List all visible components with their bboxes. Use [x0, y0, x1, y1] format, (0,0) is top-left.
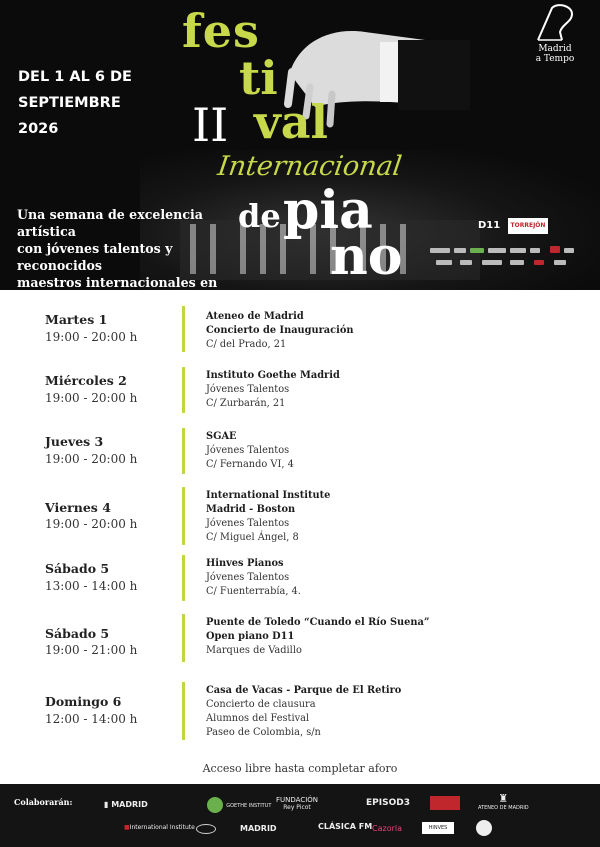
event-details [206, 489, 466, 545]
event-line: Jóvenes Talentos [206, 518, 290, 529]
event-day: Martes 1 [45, 312, 108, 327]
festival-tagline [17, 206, 247, 290]
collaborators-label: Colaborarán: [14, 797, 73, 807]
title-fest: fes [182, 4, 260, 58]
event-line: Madrid - Boston [206, 504, 296, 515]
event-time: 19:00 - 20:00 h [45, 452, 138, 466]
ii-icon: ■ [124, 824, 130, 831]
brand-line-1: Madrid [538, 44, 572, 54]
madrid-crest-icon: ▮ [104, 800, 112, 809]
cazorla-logo: Cazorla [372, 824, 402, 833]
madrid-a-tempo-logo [522, 4, 588, 64]
dates-line-3: 2026 [18, 121, 59, 137]
event-line: C/ Miguel Ángel, 8 [206, 532, 299, 543]
brand-line-2: a Tempo [535, 54, 575, 64]
event-day: Jueves 3 [45, 434, 104, 449]
title-de: de [238, 197, 281, 235]
piano-silhouette-icon [532, 4, 578, 44]
goethe-logo-text: GOETHE INSTITUT [226, 803, 272, 809]
event-line: Paseo de Colombia, s/n [206, 727, 321, 738]
event-line: Ateneo de Madrid [206, 311, 304, 322]
event-line: Jóvenes Talentos [206, 445, 290, 456]
event-line: C/ Fuenterrabía, 4. [206, 586, 301, 597]
hinves-logo: HINVES [422, 822, 454, 834]
event-details [206, 616, 506, 658]
event-divider [182, 428, 185, 474]
event-day: Sábado 5 [45, 626, 110, 641]
event-line: C/ Zurbarán, 21 [206, 398, 286, 409]
event-time: 19:00 - 20:00 h [45, 391, 138, 405]
tagline-line: maestros internacionales en [17, 275, 218, 290]
header-sponsor-logos [478, 218, 588, 236]
ateneo-logo [478, 792, 529, 811]
event-day: Miércoles 2 [45, 373, 127, 388]
event-line: Hinves Pianos [206, 558, 284, 569]
title-internacional: Internacional [215, 151, 404, 182]
tagline-line: con jóvenes talentos y reconocidos [17, 241, 173, 273]
goethe-circle-icon [206, 796, 224, 814]
ateneo-crest-icon: ♜ [498, 792, 509, 805]
event-line: Concierto de clausura [206, 699, 316, 710]
event-divider [182, 614, 185, 662]
title-ti: ti [239, 51, 278, 105]
festival-header [0, 0, 600, 290]
ii-logo-text: International Institute [129, 824, 195, 831]
madrid-city-logo [104, 800, 148, 809]
dates-line-1: DEL 1 AL 6 DE [18, 69, 132, 85]
event-divider [182, 555, 185, 601]
event-details [206, 557, 466, 599]
event-details [206, 310, 466, 352]
event-time: 13:00 - 14:00 h [45, 579, 138, 593]
d11-logo: D11 [478, 220, 501, 231]
title-no: no [330, 226, 403, 287]
fundacion-logo [276, 796, 318, 811]
event-day: Domingo 6 [45, 694, 122, 709]
fundacion-logo-subtext: Rey Picot [283, 804, 311, 811]
episod3-logo: EPISOD3 [366, 798, 410, 808]
event-line: Marques de Vadillo [206, 645, 302, 656]
fundacion-logo-text: FUNDACIÓN [276, 796, 319, 804]
event-line: Casa de Vacas - Parque de El Retiro [206, 685, 402, 696]
title-val: val [254, 95, 329, 149]
event-day: Sábado 5 [45, 561, 110, 576]
event-time: 19:00 - 20:00 h [45, 517, 138, 531]
event-divider [182, 306, 185, 352]
round-partner-logo [476, 820, 492, 836]
event-day: Viernes 4 [45, 500, 111, 515]
madrid-logo-text: MADRID [111, 800, 148, 809]
event-line: C/ Fernando VI, 4 [206, 459, 294, 470]
ateneo-logo-text: ATENEO DE MADRID [478, 805, 529, 811]
sgae-logo [430, 796, 460, 810]
event-line: Open piano D11 [206, 631, 295, 642]
event-divider [182, 682, 185, 740]
event-line: Jóvenes Talentos [206, 384, 290, 395]
event-time: 19:00 - 20:00 h [45, 330, 138, 344]
madrid-logo-2: MADRID [240, 824, 277, 833]
event-line: Alumnos del Festival [206, 713, 310, 724]
event-line: International Institute [206, 490, 331, 501]
access-note: Acceso libre hasta completar aforo [202, 762, 398, 775]
event-details [206, 369, 466, 411]
event-line: C/ del Prado, 21 [206, 339, 287, 350]
international-institute-logo [124, 824, 195, 831]
event-line: Concierto de Inauguración [206, 325, 354, 336]
small-partner-logos [430, 244, 590, 270]
event-time: 19:00 - 21:00 h [45, 643, 138, 657]
event-line: Puente de Toledo “Cuando el Río Suena” [206, 617, 430, 628]
torrejon-logo: TORREJÓN [508, 218, 548, 234]
title-pia: pia [283, 180, 373, 241]
clasica-fm-logo: CLÁSICA FM [318, 822, 373, 831]
dates-line-2: SEPTIEMBRE [18, 95, 121, 111]
goethe-institut-logo [206, 796, 271, 814]
event-divider [182, 367, 185, 413]
event-line: Instituto Goethe Madrid [206, 370, 340, 381]
oval-partner-logo [196, 824, 216, 834]
event-line: SGAE [206, 431, 237, 442]
event-divider [182, 487, 185, 545]
event-details [206, 430, 466, 472]
event-time: 12:00 - 14:00 h [45, 712, 138, 726]
festival-dates [18, 64, 138, 142]
collaborators-footer [0, 784, 600, 847]
tagline-line: Una semana de excelencia artística [17, 207, 203, 239]
event-details [206, 684, 506, 740]
event-line: Jóvenes Talentos [206, 572, 290, 583]
edition-number: II [192, 98, 229, 152]
